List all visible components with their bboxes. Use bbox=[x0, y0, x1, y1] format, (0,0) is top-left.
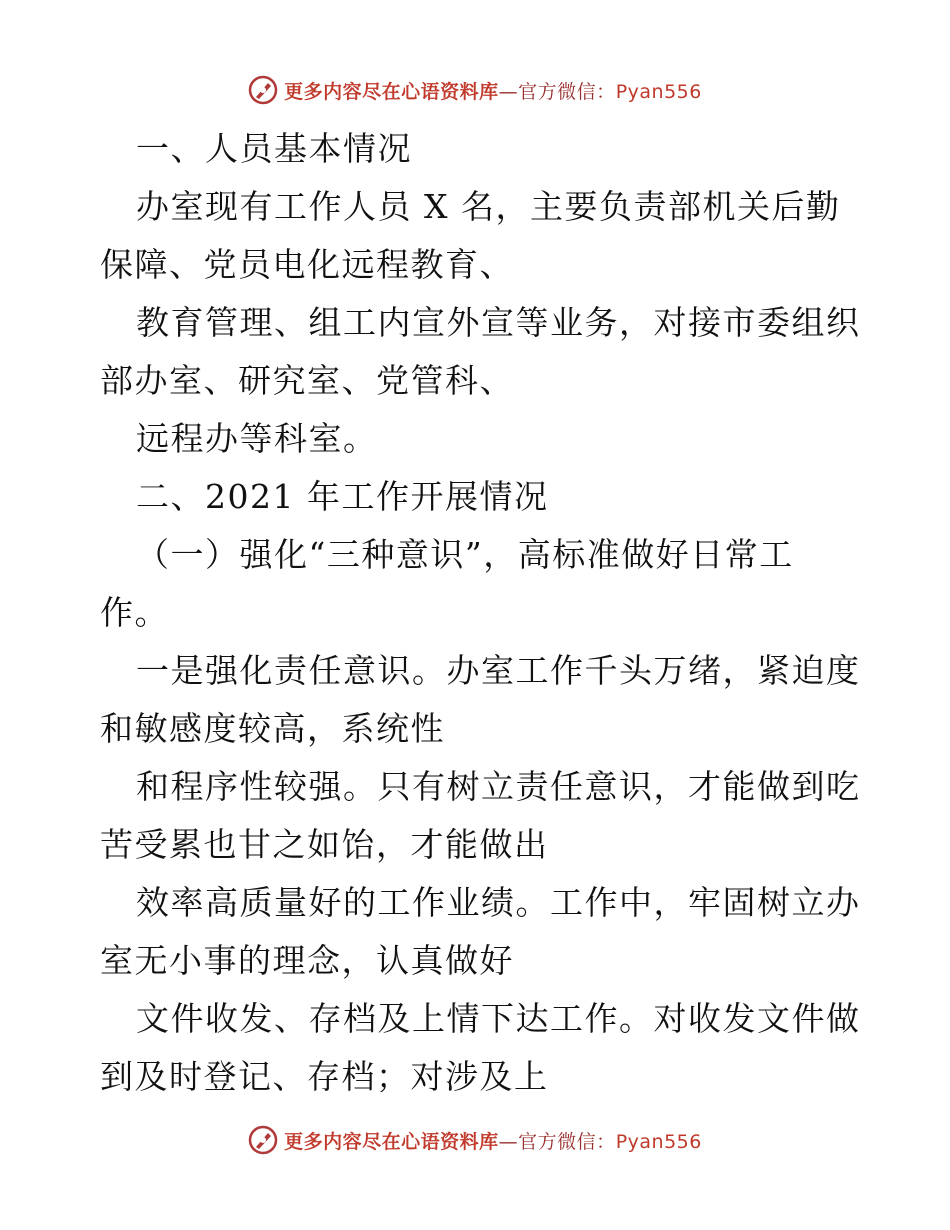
watermark-text bbox=[284, 77, 702, 104]
text-line: 一、人员基本情况 bbox=[136, 129, 412, 168]
quill-seal-icon bbox=[248, 75, 278, 105]
text-line: 文件收发、存档及上情下达工作。对收发文件做 bbox=[136, 999, 860, 1038]
text-line: 和敏感度较高，系统性 bbox=[100, 709, 445, 748]
watermark-account: Pyan556 bbox=[615, 80, 702, 103]
text-line: 效率高质量好的工作业绩。工作中，牢固树立办 bbox=[136, 883, 860, 922]
text-line: 教育管理、组工内宣外宣等业务，对接市委组织 bbox=[136, 303, 860, 342]
text-line: 二、2021 年工作开展情况 bbox=[136, 477, 549, 516]
watermark-account: Pyan556 bbox=[615, 1130, 702, 1153]
document-body bbox=[100, 120, 860, 1106]
text-line: （一）强化“三种意识”，高标准做好日常工 bbox=[136, 535, 794, 574]
watermark-prefix: 更多内容尽在心语资料库 bbox=[284, 1130, 499, 1153]
watermark-text bbox=[284, 1127, 702, 1154]
watermark-suffix: —官方微信： bbox=[498, 1130, 616, 1153]
text-line: 部办室、研究室、党管科、 bbox=[100, 361, 514, 400]
text-line: 一是强化责任意识。办室工作千头万绪，紧迫度 bbox=[136, 651, 860, 690]
watermark-prefix: 更多内容尽在心语资料库 bbox=[284, 80, 499, 103]
quill-seal-icon bbox=[248, 1125, 278, 1155]
text-line: 保障、党员电化远程教育、 bbox=[100, 245, 514, 284]
text-line: 作。 bbox=[100, 593, 169, 632]
text-line: 室无小事的理念，认真做好 bbox=[100, 941, 514, 980]
watermark-suffix: —官方微信： bbox=[498, 80, 616, 103]
header-watermark bbox=[0, 68, 950, 112]
text-line: 到及时登记、存档；对涉及上 bbox=[100, 1057, 549, 1096]
text-line: 办室现有工作人员 X 名，主要负责部机关后勤 bbox=[136, 187, 841, 226]
text-line: 和程序性较强。只有树立责任意识，才能做到吃 bbox=[136, 767, 860, 806]
text-line: 远程办等科室。 bbox=[136, 419, 378, 458]
text-line: 苦受累也甘之如饴，才能做出 bbox=[100, 825, 549, 864]
footer-watermark bbox=[0, 1118, 950, 1162]
